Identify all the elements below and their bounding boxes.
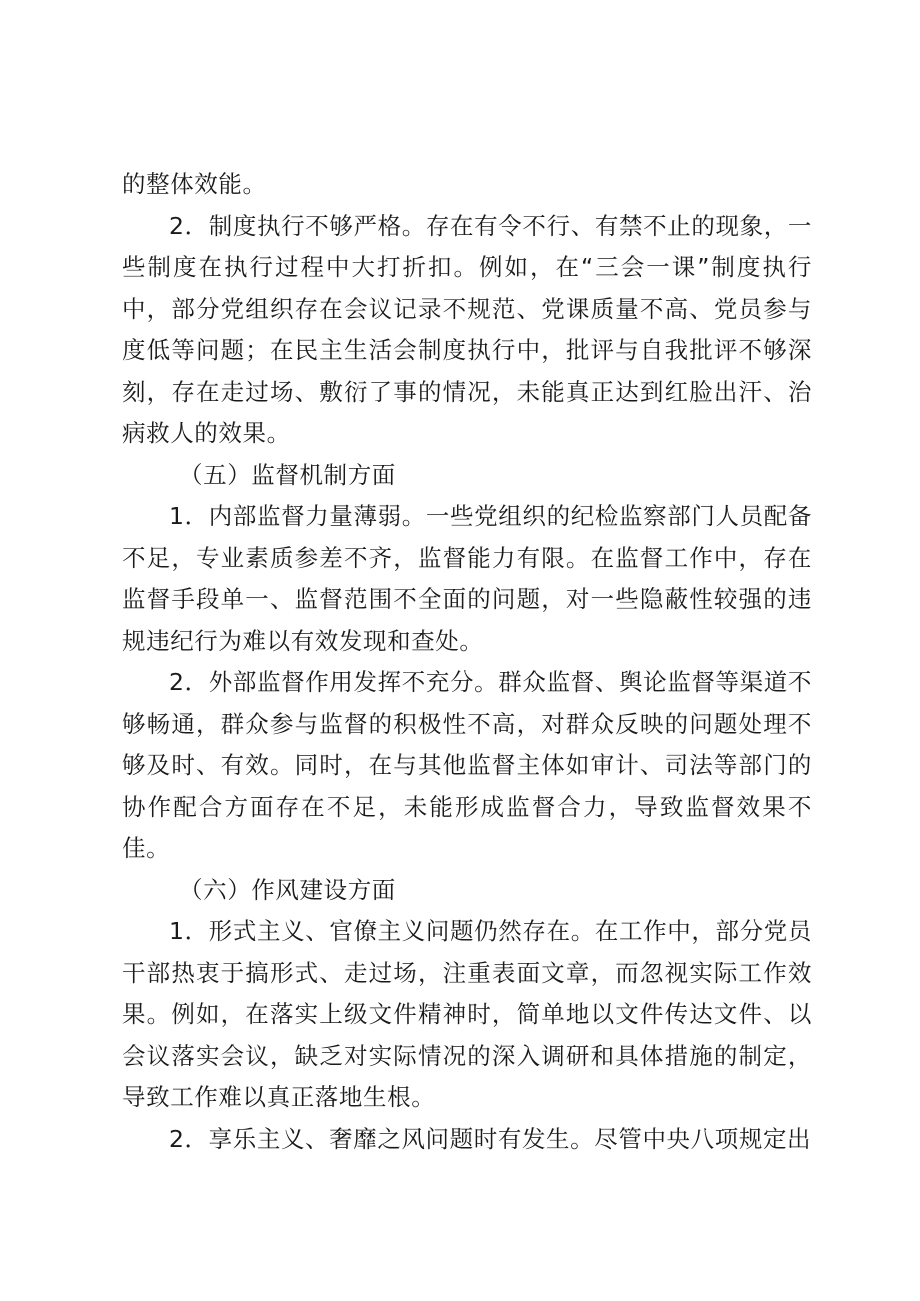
section-heading: （六）作风建设方面 <box>179 875 396 904</box>
paragraph-item: 1．内部监督力量薄弱。一些党组织的纪检监察部门人员配备不足，专业素质参差不齐，监督能力有限。在监督工作中，存在监督手段单一、监督范围不全面的问题，对一些隐蔽性较强的违规违纪行为难以有效发现和查处。 <box>122 502 812 655</box>
document-body <box>122 164 812 1160</box>
paragraph-item: 2．享乐主义、奢靡之风问题时有发生。尽管中央八项规定出 <box>169 1124 812 1153</box>
section-heading: （五）监督机制方面 <box>179 460 396 489</box>
paragraph-item: 2．外部监督作用发挥不充分。群众监督、舆论监督等渠道不够畅通，群众参与监督的积极性不高，对群众反映的问题处理不够及时、有效。同时，在与其他监督主体如审计、司法等部门的协作配合方面存在不足，未能形成监督合力，导致监督效果不佳。 <box>122 668 812 862</box>
paragraph-item: 2．制度执行不够严格。存在有令不行、有禁不止的现象，一些制度在执行过程中大打折扣。例如，在“三会一课”制度执行中，部分党组织存在会议记录不规范、党课质量不高、党员参与度低等问题；在民主生活会制度执行中，批评与自我批评不够深刻，存在走过场、敷衍了事的情况，未能真正达到红脸出汗、治病救人的效果。 <box>122 211 812 447</box>
paragraph-item: 1．形式主义、官僚主义问题仍然存在。在工作中，部分党员干部热衷于搞形式、走过场，注重表面文章，而忽视实际工作效果。例如，在落实上级文件精神时，简单地以文件传达文件、以会议落实会议，缺乏对实际情况的深入调研和具体措施的制定，导致工作难以真正落地生根。 <box>122 917 812 1111</box>
paragraph-continuation: 的整体效能。 <box>122 170 267 198</box>
